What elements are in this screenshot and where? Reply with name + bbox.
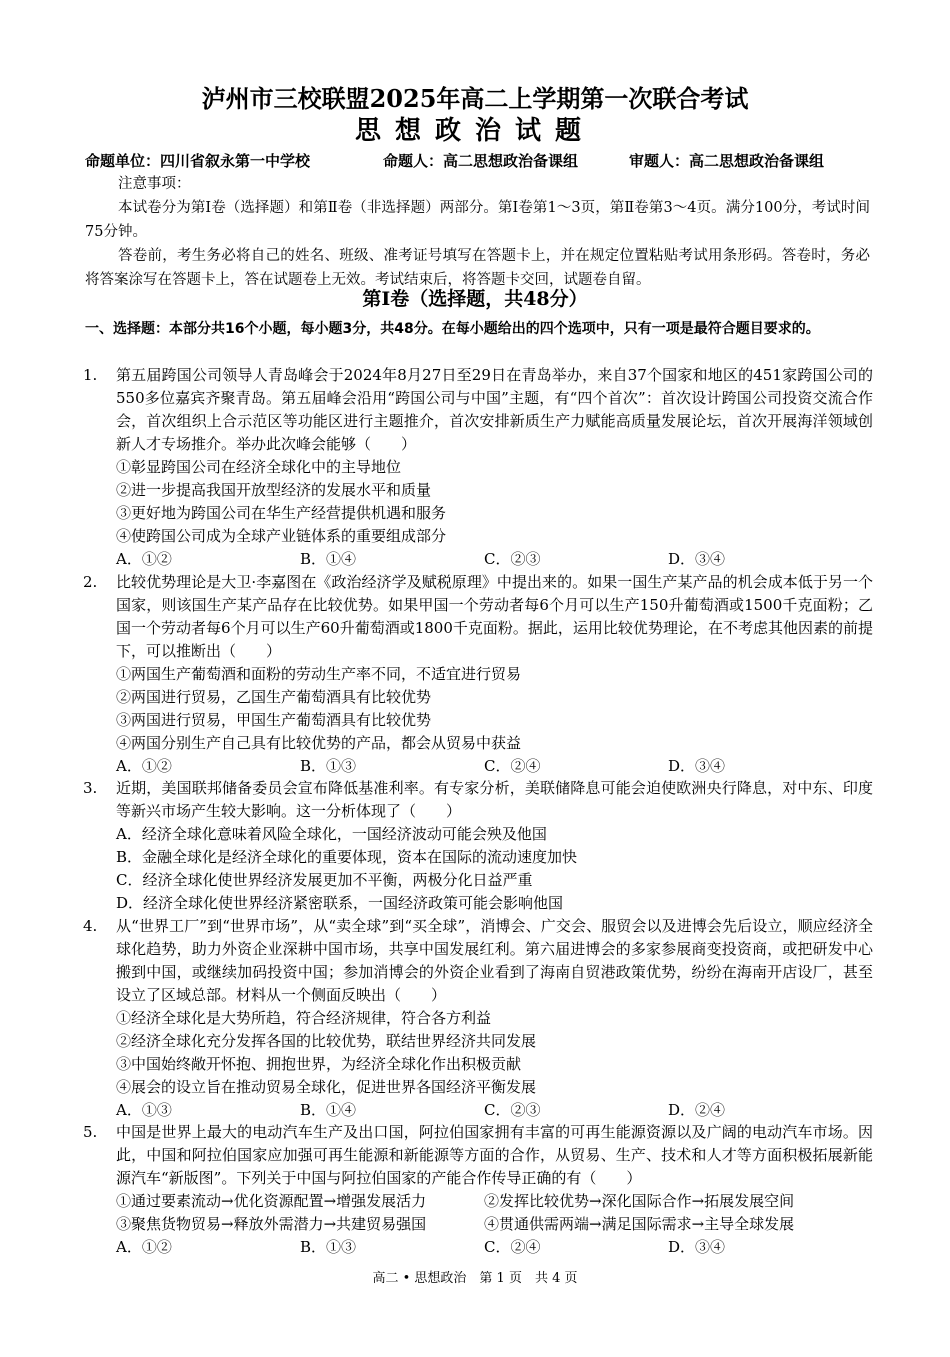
question-number: 1. — [83, 366, 98, 384]
question-1 — [83, 364, 873, 571]
answer-choices — [116, 1099, 873, 1122]
choice-a: A．①② — [116, 757, 172, 775]
choice-c: C．②③ — [484, 550, 541, 568]
option-statement: ①彰显跨国公司在经济全球化中的主导地位 — [116, 458, 402, 476]
option-statement: ③两国进行贸易，甲国生产葡萄酒具有比较优势 — [116, 711, 432, 729]
option-statement: ②两国进行贸易，乙国生产葡萄酒具有比较优势 — [116, 688, 432, 706]
question-2 — [83, 571, 873, 778]
question-number: 2. — [83, 573, 98, 591]
question-stem: 第五届跨国公司领导人青岛峰会于2024年8月27日至29日在青岛举办，来自37个国家和地区的451家跨国公司的550多位嘉宾齐聚青岛。第五届峰会沿用“跨国公司与中国”主题，有“四个首次”：首次设计跨国公司投资交流合作会，首次组织上合示范区等功能区进行主题推介，首次安排新质生产力赋能高质量发展论坛，首次开展海洋领域创新人才专场推介。举办此次峰会能够（ ） — [116, 366, 873, 453]
choice-b: B．①③ — [300, 1238, 357, 1256]
option-statement: ①经济全球化是大势所趋，符合经济规律，符合各方利益 — [116, 1009, 492, 1027]
option-statement: ②发挥比较优势→深化国际合作→拓展发展空间 — [484, 1192, 795, 1210]
choice-a: A．经济全球化意味着风险全球化，一国经济波动可能会殃及他国 — [116, 825, 547, 843]
question-number: 3. — [83, 779, 98, 797]
question-stem: 近期，美国联邦储备委员会宣布降低基准利率。有专家分析，美联储降息可能会迫使欧洲央行降息，对中东、印度等新兴市场产生较大影响。这一分析体现了（ ） — [116, 779, 873, 820]
page-footer: 高二 • 思想政治 第 1 页 共 4 页 — [372, 1271, 578, 1286]
question-number: 5. — [83, 1123, 98, 1141]
setting-unit: 命题单位：四川省叙永第一中学校 — [85, 152, 311, 170]
notes-paragraph: 本试卷分为第Ⅰ卷（选择题）和第Ⅱ卷（非选择题）两部分。第Ⅰ卷第1～3页，第Ⅱ卷第3～4页。满分100分，考试时间75分钟。 — [85, 200, 870, 240]
question-stem: 比较优势理论是大卫·李嘉图在《政治经济学及赋税原理》中提出来的。如果一国生产某产品的机会成本低于另一个国家，则该国生产某产品存在比较优势。如果甲国一个劳动者每6个月可以生产150升葡萄酒或1500千克面粉；乙国一个劳动者每6个月可以生产60升葡萄酒或1800千克面粉。据此，运用比较优势理论，在不考虑其他因素的前提下，可以推断出（ ） — [116, 573, 873, 660]
option-statement: ②经济全球化充分发挥各国的比较优势，联结世界经济共同发展 — [116, 1032, 537, 1050]
option-statement: ③中国始终敞开怀抱、拥抱世界，为经济全球化作出积极贡献 — [116, 1055, 522, 1073]
choice-d: D．③④ — [668, 757, 726, 775]
exam-subject: 思想政治试题 — [354, 116, 595, 146]
question-5 — [83, 1121, 873, 1259]
section-title: 第Ⅰ卷（选择题，共48分） — [362, 288, 588, 310]
choice-c: C．②④ — [484, 757, 541, 775]
notes-heading: 注意事项： — [118, 176, 191, 192]
choice-a: A．①② — [116, 550, 172, 568]
section-instruction: 一、选择题：本部分共16个小题，每小题3分，共48分。在每小题给出的四个选项中，只有一项是最符合题目要求的。 — [85, 321, 820, 337]
option-statement: ④两国分别生产自己具有比较优势的产品，都会从贸易中获益 — [116, 734, 522, 752]
answer-choices — [116, 548, 873, 571]
answer-choices — [116, 1236, 873, 1259]
choice-c: C．②④ — [484, 1238, 541, 1256]
option-statement: ①通过要素流动→优化资源配置→增强发展活力 — [116, 1192, 427, 1210]
choice-b: B．①④ — [300, 550, 357, 568]
option-statement: ④展会的设立旨在推动贸易全球化，促进世界各国经济平衡发展 — [116, 1078, 537, 1096]
question-setter: 命题人：高二思想政治备课组 — [383, 152, 579, 170]
question-stem: 从“世界工厂”到“世界市场”，从“卖全球”到“买全球”，消博会、广交会、服贸会以及进博会先后设立，顺应经济全球化趋势，助力外资企业深耕中国市场，共享中国发展红利。第六届进博会的多家参展商变投资商，或把研发中心搬到中国，或继续加码投资中国；参加消博会的外资企业看到了海南自贸港政策优势，纷纷在海南开店设厂，甚至设立了区域总部。材料从一个侧面反映出（ ） — [116, 917, 873, 1004]
option-row — [116, 1190, 873, 1213]
notes-paragraph: 答卷前，考生务必将自己的姓名、班级、准考证号填写在答题卡上，并在规定位置粘贴考试用条形码。答卷时，务必将答案涂写在答题卡上，答在试题卷上无效。考试结束后，将答题卡交回，试题卷自留。 — [85, 248, 870, 288]
option-statement: ③聚焦货物贸易→释放外需潜力→共建贸易强国 — [116, 1215, 427, 1233]
choice-a: A．①③ — [116, 1101, 172, 1119]
question-stem: 中国是世界上最大的电动汽车生产及出口国，阿拉伯国家拥有丰富的可再生能源资源以及广阔的电动汽车市场。因此，中国和阿拉伯国家应加强可再生能源和新能源等方面的合作，从贸易、生产、技术和人才等方面积极拓展新能源汽车“新版图”。下列关于中国与阿拉伯国家的产能合作传导正确的有（ ） — [116, 1123, 873, 1187]
choice-a: A．①② — [116, 1238, 172, 1256]
option-statement: ③更好地为跨国公司在华生产经营提供机遇和服务 — [116, 504, 447, 522]
question-4 — [83, 915, 873, 1122]
choice-d: D．经济全球化使世界经济紧密联系，一国经济政策可能会影响他国 — [116, 894, 564, 912]
exam-title: 泸州市三校联盟2025年高二上学期第一次联合考试 — [201, 84, 749, 113]
choice-d: D．③④ — [668, 1238, 726, 1256]
option-row — [116, 1213, 873, 1236]
option-statement: ④贯通供需两端→满足国际需求→主导全球发展 — [484, 1215, 795, 1233]
question-reviewer: 审题人：高二思想政治备课组 — [629, 152, 825, 170]
choice-b: B．金融全球化是经济全球化的重要体现，资本在国际的流动速度加快 — [116, 848, 578, 866]
answer-choices — [116, 755, 873, 778]
option-statement: ④使跨国公司成为全球产业链体系的重要组成部分 — [116, 527, 447, 545]
option-statement: ①两国生产葡萄酒和面粉的劳动生产率不同，不适宜进行贸易 — [116, 665, 522, 683]
choice-d: D．②④ — [668, 1101, 726, 1119]
exam-meta — [85, 149, 875, 173]
option-statement: ②进一步提高我国开放型经济的发展水平和质量 — [116, 481, 432, 499]
choice-d: D．③④ — [668, 550, 726, 568]
choice-b: B．①④ — [300, 1101, 357, 1119]
choice-c: C．经济全球化使世界经济发展更加不平衡，两极分化日益严重 — [116, 871, 533, 889]
choice-b: B．①③ — [300, 757, 357, 775]
choice-c: C．②③ — [484, 1101, 541, 1119]
question-number: 4. — [83, 917, 98, 935]
question-3 — [83, 777, 873, 915]
